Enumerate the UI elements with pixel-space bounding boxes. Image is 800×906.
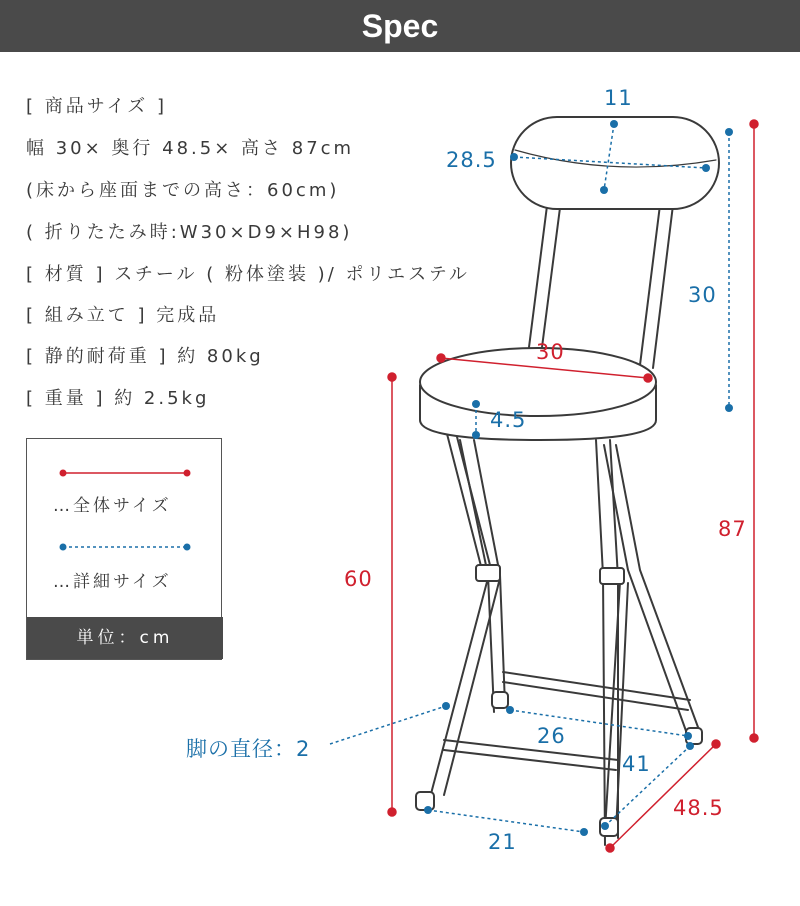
spec-line: (床から座面までの高さ：60cm) (26, 180, 340, 201)
unit-label: 単位：cm (27, 617, 223, 659)
dim-base-front: 21 (488, 830, 517, 854)
dim-leg-diameter: 脚の直径：2 (186, 737, 311, 761)
spec-line: [ 重量 ] 約 2.5kg (26, 388, 210, 409)
dim-backrest-width: 28.5 (446, 148, 497, 172)
chair-drawing (416, 117, 719, 845)
dim-base-inner: 26 (537, 724, 566, 748)
dim-backrest-depth: 11 (604, 86, 633, 110)
spec-line: [ 材質 ] スチール ( 粉体塗装 )/ ポリエステル (26, 264, 470, 285)
page-title: Spec (361, 8, 439, 44)
spec-line: ( 折りたたみ時:W30×D9×H98) (26, 222, 353, 243)
dim-seat-thickness: 4.5 (490, 408, 527, 432)
spec-line: 幅 30× 奥行 48.5× 高さ 87cm (26, 138, 355, 159)
spec-line: [ 静的耐荷重 ] 約 80kg (26, 346, 264, 367)
dim-base-depth-inner: 41 (622, 752, 651, 776)
dim-seat-diameter: 30 (536, 340, 565, 364)
legend-detail-label: …詳細サイズ (53, 572, 172, 592)
spec-line: [ 組み立て ] 完成品 (26, 305, 220, 326)
legend-overall-label: …全体サイズ (53, 496, 172, 516)
dim-total-depth: 48.5 (673, 796, 724, 820)
dim-total-height: 87 (718, 517, 747, 541)
dim-backrest-height: 30 (688, 283, 717, 307)
spec-line: [ 商品サイズ ] (26, 96, 168, 117)
dim-seat-height: 60 (344, 567, 373, 591)
